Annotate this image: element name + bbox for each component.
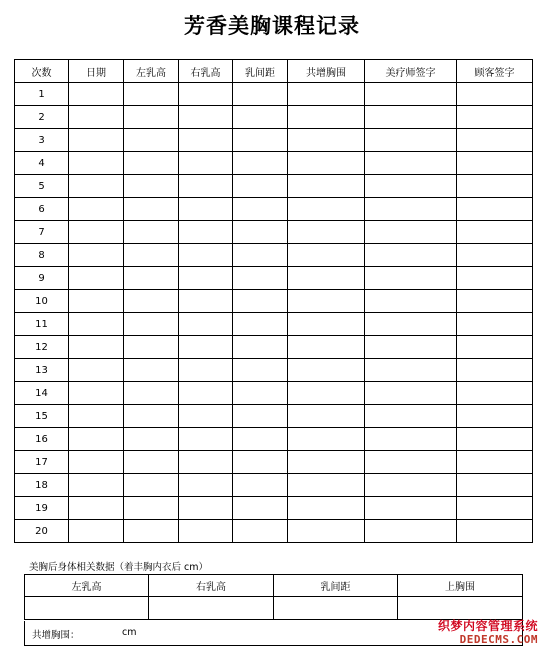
table-cell[interactable] [365, 336, 457, 359]
table-cell[interactable] [457, 267, 533, 290]
post-header-row [25, 575, 523, 597]
header-total-increase: 共增胸围 [288, 60, 365, 83]
table-cell[interactable] [457, 313, 533, 336]
table-cell[interactable] [457, 382, 533, 405]
table-cell[interactable] [233, 83, 288, 106]
table-cell[interactable] [288, 359, 365, 382]
table-cell[interactable] [179, 497, 233, 520]
table-cell[interactable] [179, 106, 233, 129]
table-cell[interactable] [288, 267, 365, 290]
table-cell[interactable] [457, 290, 533, 313]
page-title: 芳香美胸课程记录 [184, 13, 360, 38]
table-cell[interactable] [233, 428, 288, 451]
table-cell[interactable] [365, 83, 457, 106]
table-cell[interactable] [179, 221, 233, 244]
watermark [438, 620, 538, 645]
table-cell[interactable] [457, 106, 533, 129]
table-cell[interactable] [124, 290, 179, 313]
table-cell[interactable] [69, 290, 124, 313]
post-header-breast-distance: 乳间距 [274, 575, 398, 597]
table-row [15, 520, 533, 543]
table-cell[interactable] [124, 244, 179, 267]
table-cell[interactable] [288, 520, 365, 543]
table-row [15, 290, 533, 313]
table-cell[interactable] [69, 497, 124, 520]
table-cell[interactable] [233, 129, 288, 152]
post-cell[interactable] [25, 597, 149, 620]
row-number: 11 [15, 313, 69, 336]
table-cell[interactable] [365, 106, 457, 129]
table-cell[interactable] [124, 198, 179, 221]
table-cell[interactable] [288, 290, 365, 313]
table-cell[interactable] [365, 198, 457, 221]
table-cell[interactable] [233, 382, 288, 405]
table-cell[interactable] [179, 198, 233, 221]
table-cell[interactable] [233, 497, 288, 520]
table-row [15, 497, 533, 520]
table-row [15, 267, 533, 290]
table-cell[interactable] [179, 83, 233, 106]
table-cell[interactable] [69, 382, 124, 405]
table-cell[interactable] [457, 451, 533, 474]
table-cell[interactable] [288, 83, 365, 106]
row-number: 20 [15, 520, 69, 543]
table-cell[interactable] [457, 244, 533, 267]
table-cell[interactable] [233, 336, 288, 359]
row-number: 14 [15, 382, 69, 405]
table-cell[interactable] [288, 175, 365, 198]
header-customer-signature: 顾客签字 [457, 60, 533, 83]
total-chest-unit: cm [122, 627, 137, 638]
post-header-upper-bust: 上胸围 [398, 575, 523, 597]
table-cell[interactable] [365, 428, 457, 451]
table-cell[interactable] [69, 175, 124, 198]
table-cell[interactable] [69, 451, 124, 474]
table-cell[interactable] [457, 129, 533, 152]
table-cell[interactable] [179, 359, 233, 382]
header-therapist-signature: 美疗师签字 [365, 60, 457, 83]
table-cell[interactable] [69, 359, 124, 382]
table-cell[interactable] [457, 83, 533, 106]
table-cell[interactable] [69, 336, 124, 359]
table-row [15, 359, 533, 382]
table-cell[interactable] [179, 405, 233, 428]
table-cell[interactable] [233, 451, 288, 474]
table-cell[interactable] [124, 359, 179, 382]
row-number: 5 [15, 175, 69, 198]
table-cell[interactable] [69, 198, 124, 221]
table-cell[interactable] [457, 474, 533, 497]
row-number: 13 [15, 359, 69, 382]
row-number: 17 [15, 451, 69, 474]
table-cell[interactable] [179, 520, 233, 543]
table-cell[interactable] [179, 175, 233, 198]
table-cell[interactable] [69, 152, 124, 175]
table-cell[interactable] [457, 152, 533, 175]
table-cell[interactable] [457, 198, 533, 221]
table-row [15, 382, 533, 405]
table-cell[interactable] [179, 313, 233, 336]
post-header-right-height: 右乳高 [149, 575, 274, 597]
watermark-line1: 织梦内容管理系统 [437, 619, 538, 633]
table-cell[interactable] [457, 428, 533, 451]
table-cell[interactable] [124, 221, 179, 244]
table-cell[interactable] [365, 244, 457, 267]
table-row [15, 336, 533, 359]
table-cell[interactable] [124, 405, 179, 428]
table-cell[interactable] [233, 198, 288, 221]
table-cell[interactable] [457, 359, 533, 382]
table-cell[interactable] [233, 405, 288, 428]
table-cell[interactable] [69, 428, 124, 451]
row-number: 6 [15, 198, 69, 221]
table-cell[interactable] [365, 497, 457, 520]
post-cell[interactable] [274, 597, 398, 620]
table-row [15, 451, 533, 474]
table-cell[interactable] [288, 313, 365, 336]
course-record-table [14, 59, 533, 543]
table-cell[interactable] [233, 106, 288, 129]
table-cell[interactable] [365, 152, 457, 175]
table-cell[interactable] [233, 313, 288, 336]
table-cell[interactable] [365, 359, 457, 382]
table-cell[interactable] [179, 382, 233, 405]
table-cell[interactable] [179, 451, 233, 474]
table-cell[interactable] [124, 382, 179, 405]
table-cell[interactable] [69, 313, 124, 336]
table-cell[interactable] [69, 83, 124, 106]
header-count: 次数 [15, 60, 69, 83]
row-number: 4 [15, 152, 69, 175]
table-cell[interactable] [457, 520, 533, 543]
header-right-height: 右乳高 [179, 60, 233, 83]
table-row [15, 221, 533, 244]
table-row [15, 175, 533, 198]
table-cell[interactable] [457, 221, 533, 244]
table-cell[interactable] [288, 336, 365, 359]
table-cell[interactable] [124, 175, 179, 198]
table-cell[interactable] [233, 267, 288, 290]
table-cell[interactable] [233, 359, 288, 382]
table-cell[interactable] [365, 221, 457, 244]
row-number: 2 [15, 106, 69, 129]
table-cell[interactable] [179, 474, 233, 497]
table-cell[interactable] [179, 244, 233, 267]
table-row [15, 129, 533, 152]
table-row [15, 244, 533, 267]
table-cell[interactable] [124, 520, 179, 543]
table-cell[interactable] [365, 267, 457, 290]
table-row [15, 474, 533, 497]
row-number: 9 [15, 267, 69, 290]
table-row [15, 198, 533, 221]
post-data-caption: 美胸后身体相关数据（着丰胸内衣后 cm） [29, 562, 208, 573]
table-row [15, 83, 533, 106]
table-row [15, 405, 533, 428]
table-cell[interactable] [124, 313, 179, 336]
table-cell[interactable] [179, 152, 233, 175]
table-cell[interactable] [69, 267, 124, 290]
table-cell[interactable] [124, 428, 179, 451]
table-cell[interactable] [124, 129, 179, 152]
table-cell[interactable] [365, 129, 457, 152]
table-cell[interactable] [288, 106, 365, 129]
table-cell[interactable] [69, 129, 124, 152]
post-cell[interactable] [398, 597, 523, 620]
table-cell[interactable] [365, 405, 457, 428]
table-cell[interactable] [365, 520, 457, 543]
row-number: 19 [15, 497, 69, 520]
table-cell[interactable] [457, 336, 533, 359]
table-cell[interactable] [124, 152, 179, 175]
table-row [15, 313, 533, 336]
table-cell[interactable] [69, 520, 124, 543]
table-cell[interactable] [288, 221, 365, 244]
table-cell[interactable] [233, 474, 288, 497]
table-cell[interactable] [69, 405, 124, 428]
table-cell[interactable] [179, 267, 233, 290]
table-cell[interactable] [233, 152, 288, 175]
row-number: 12 [15, 336, 69, 359]
table-cell[interactable] [288, 129, 365, 152]
table-cell[interactable] [233, 175, 288, 198]
table-cell[interactable] [179, 129, 233, 152]
table-cell[interactable] [365, 290, 457, 313]
table-cell[interactable] [233, 244, 288, 267]
table-cell[interactable] [124, 497, 179, 520]
post-cell[interactable] [149, 597, 274, 620]
header-left-height: 左乳高 [124, 60, 179, 83]
table-cell[interactable] [288, 382, 365, 405]
table-cell[interactable] [365, 474, 457, 497]
table-cell[interactable] [124, 451, 179, 474]
row-number: 3 [15, 129, 69, 152]
header-row [15, 60, 533, 83]
table-cell[interactable] [288, 428, 365, 451]
table-cell[interactable] [124, 267, 179, 290]
table-cell[interactable] [457, 405, 533, 428]
table-cell[interactable] [288, 474, 365, 497]
post-header-left-height: 左乳高 [25, 575, 149, 597]
table-cell[interactable] [233, 221, 288, 244]
watermark-line2: DEDECMS.COM [459, 633, 538, 646]
table-cell[interactable] [179, 428, 233, 451]
table-cell[interactable] [179, 336, 233, 359]
row-number: 8 [15, 244, 69, 267]
table-cell[interactable] [233, 520, 288, 543]
table-row [15, 428, 533, 451]
header-breast-distance: 乳间距 [233, 60, 288, 83]
table-cell[interactable] [288, 405, 365, 428]
table-cell[interactable] [124, 83, 179, 106]
table-cell[interactable] [288, 198, 365, 221]
table-row [15, 152, 533, 175]
table-cell[interactable] [288, 152, 365, 175]
row-number: 10 [15, 290, 69, 313]
table-cell[interactable] [124, 336, 179, 359]
row-number: 15 [15, 405, 69, 428]
table-cell[interactable] [365, 451, 457, 474]
table-cell[interactable] [365, 313, 457, 336]
row-number: 1 [15, 83, 69, 106]
table-cell[interactable] [457, 175, 533, 198]
row-number: 16 [15, 428, 69, 451]
row-number: 18 [15, 474, 69, 497]
table-row [15, 106, 533, 129]
table-cell[interactable] [365, 382, 457, 405]
table-cell[interactable] [124, 106, 179, 129]
table-cell[interactable] [288, 497, 365, 520]
table-cell[interactable] [69, 106, 124, 129]
table-cell[interactable] [69, 244, 124, 267]
header-date: 日期 [69, 60, 124, 83]
row-number: 7 [15, 221, 69, 244]
post-measurement-table [24, 574, 523, 620]
table-cell[interactable] [288, 451, 365, 474]
table-cell[interactable] [288, 244, 365, 267]
table-cell[interactable] [179, 290, 233, 313]
post-value-row [25, 597, 523, 620]
table-cell[interactable] [69, 474, 124, 497]
total-chest-label: 共增胸围： [32, 630, 80, 641]
table-cell[interactable] [69, 221, 124, 244]
table-cell[interactable] [365, 175, 457, 198]
table-cell[interactable] [233, 290, 288, 313]
table-cell[interactable] [124, 474, 179, 497]
table-cell[interactable] [457, 497, 533, 520]
